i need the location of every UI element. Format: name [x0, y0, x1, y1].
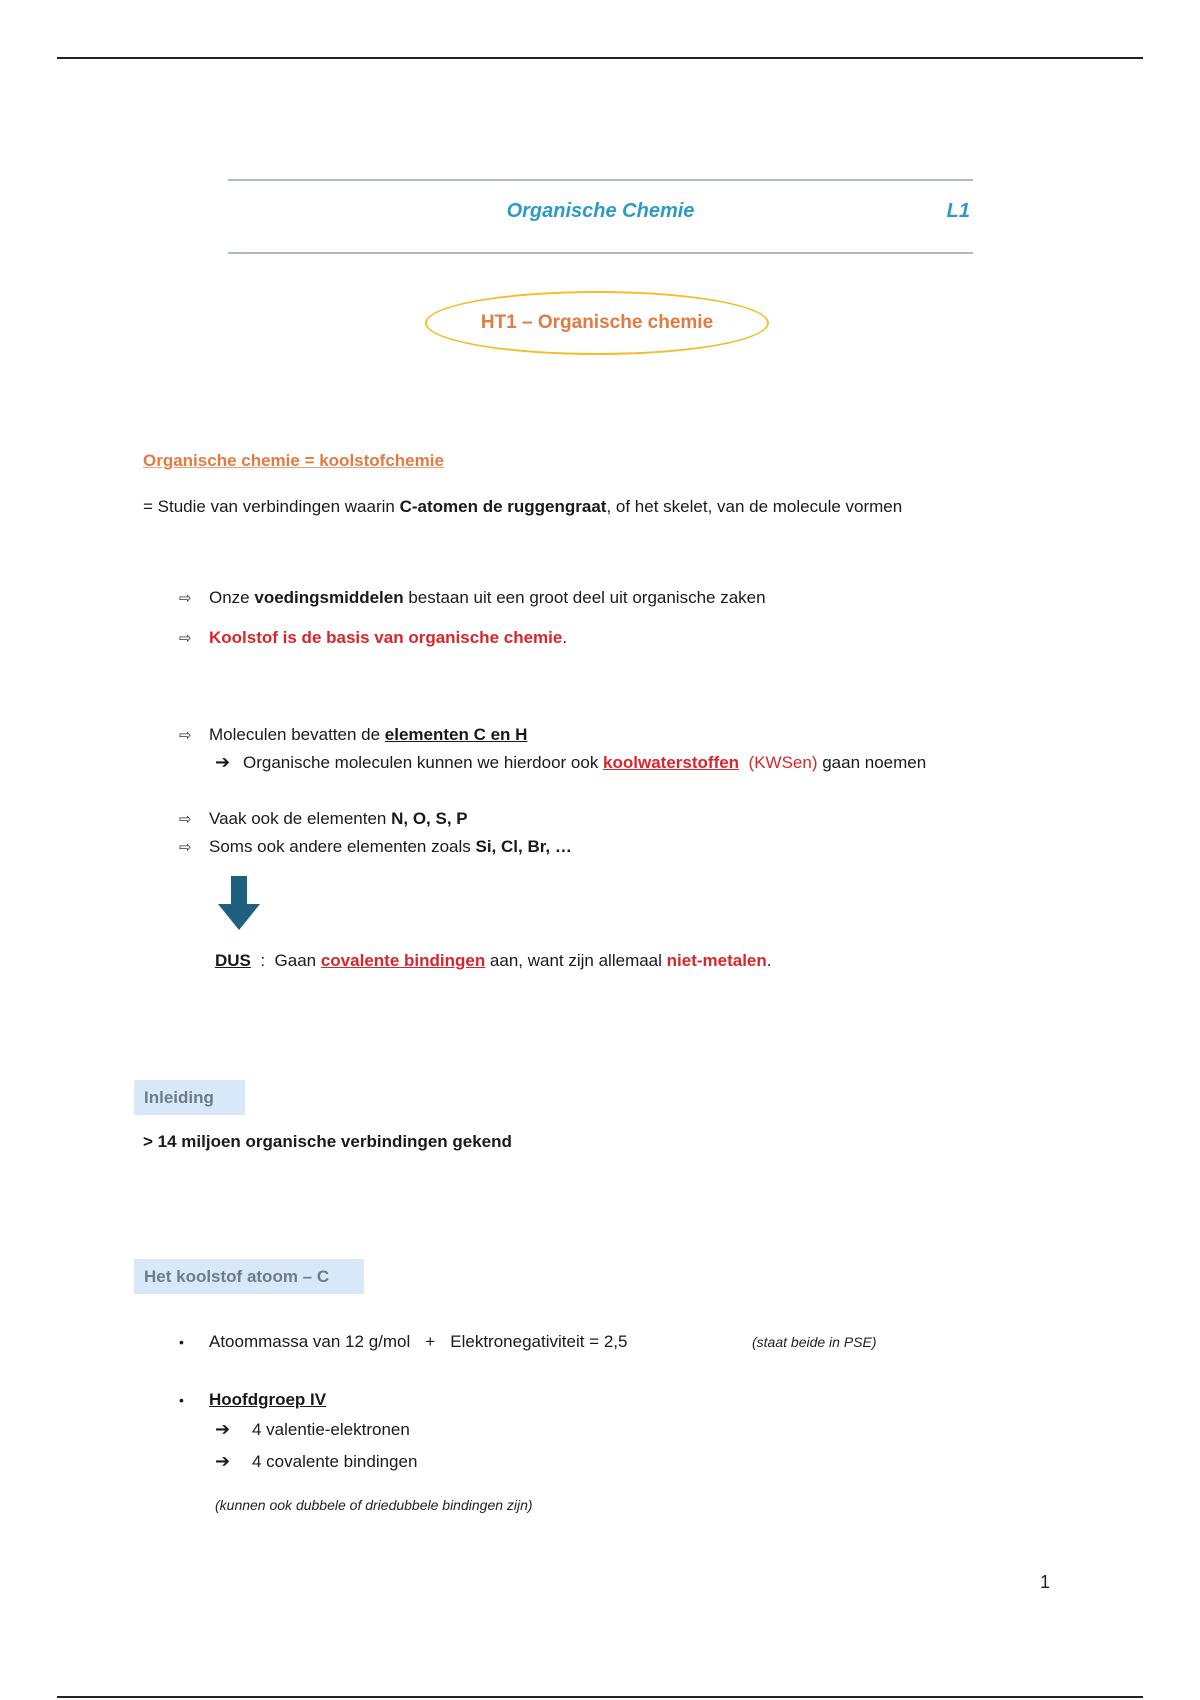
page-bottom-rule: [57, 1696, 1143, 1698]
dus-label: DUS: [215, 951, 251, 970]
sub-list-item: [215, 752, 926, 773]
item-bold: Si, Cl, Br, …: [475, 837, 572, 856]
conclusion-line: [215, 951, 772, 971]
definition-bold: C-atomen de ruggengraat: [399, 497, 607, 516]
definition-line: [143, 497, 902, 517]
arrow-right-icon: ⇨: [179, 811, 192, 828]
item-text: Organische moleculen kunnen we hierdoor ook: [243, 753, 604, 772]
item-abbreviation: (KWSen): [748, 753, 818, 772]
list-item: [179, 725, 527, 745]
chapter-oval: [425, 291, 769, 355]
conclusion-highlight: covalente bindingen: [320, 951, 486, 970]
item-text: 4 valentie-elektronen: [252, 1420, 410, 1439]
arrow-right-icon: ⇨: [179, 839, 192, 856]
list-item: [179, 628, 567, 648]
item-text: 4 covalente bindingen: [252, 1452, 418, 1471]
page-top-rule: [57, 57, 1143, 59]
conclusion-text: .: [766, 951, 772, 970]
sub-list-item: [215, 1451, 417, 1472]
item-text: Moleculen bevatten de: [209, 725, 385, 744]
arrow-right-icon: ⇨: [179, 630, 192, 647]
list-item: [179, 837, 572, 857]
chapter-title: HT1 – Organische chemie: [480, 312, 714, 333]
sub-list-item: [215, 1419, 410, 1440]
bold-arrow-icon: ➔: [215, 1419, 231, 1439]
definition-text: = Studie van verbindingen waarin: [143, 497, 400, 516]
page-number: 1: [1040, 1572, 1051, 1592]
bold-arrow-icon: ➔: [215, 752, 231, 772]
course-code: L1: [946, 200, 970, 222]
arrow-right-icon: ⇨: [179, 727, 192, 744]
intro-heading: Organische chemie = koolstofchemie: [143, 451, 444, 470]
item-text: Onze: [209, 588, 255, 607]
arrow-right-icon: ⇨: [179, 590, 192, 607]
bold-arrow-icon: ➔: [215, 1451, 231, 1471]
bonds-note: (kunnen ook dubbele of driedubbele bindingen zijn): [215, 1497, 533, 1513]
item-text: bestaan uit een groot deel uit organische zaken: [403, 588, 766, 607]
item-text: Atoommassa van 12 g/mol: [209, 1332, 411, 1351]
item-bold: N, O, S, P: [391, 809, 468, 828]
title-bottom-rule: [228, 252, 973, 254]
item-highlight: koolwaterstoffen: [603, 753, 740, 772]
conclusion-highlight: niet-metalen: [666, 951, 767, 970]
down-arrow-icon: [218, 876, 260, 930]
item-text: Vaak ook de elementen: [209, 809, 392, 828]
item-bold: elementen C en H: [384, 725, 528, 744]
list-item: [179, 588, 766, 608]
title-top-rule: [228, 179, 973, 181]
section-heading-carbon: Het koolstof atoom – C: [134, 1259, 364, 1294]
item-highlight: Koolstof is de basis van organische chemie: [209, 628, 563, 647]
definition-text-end: , of het skelet, van de molecule vormen: [606, 497, 903, 516]
plus-sign: +: [425, 1332, 436, 1351]
list-item: [179, 1332, 627, 1352]
conclusion-text: : Gaan: [250, 951, 321, 970]
list-item: [179, 809, 468, 829]
intro-fact: > 14 miljoen organische verbindingen gekend: [143, 1132, 512, 1151]
pse-note: (staat beide in PSE): [752, 1334, 877, 1350]
bullet-icon: •: [179, 1334, 184, 1350]
conclusion-text: aan, want zijn allemaal: [485, 951, 667, 970]
course-title: Organische Chemie: [506, 200, 695, 222]
item-bold: Hoofdgroep IV: [209, 1390, 327, 1409]
bullet-icon: •: [179, 1392, 184, 1408]
item-bold: voedingsmiddelen: [254, 588, 404, 607]
section-heading-intro: Inleiding: [134, 1080, 245, 1115]
item-text: gaan noemen: [817, 753, 927, 772]
item-text: Soms ook andere elementen zoals: [209, 837, 476, 856]
item-text: .: [562, 628, 568, 647]
item-text: Elektronegativiteit = 2,5: [450, 1332, 628, 1351]
list-item: [179, 1390, 326, 1410]
